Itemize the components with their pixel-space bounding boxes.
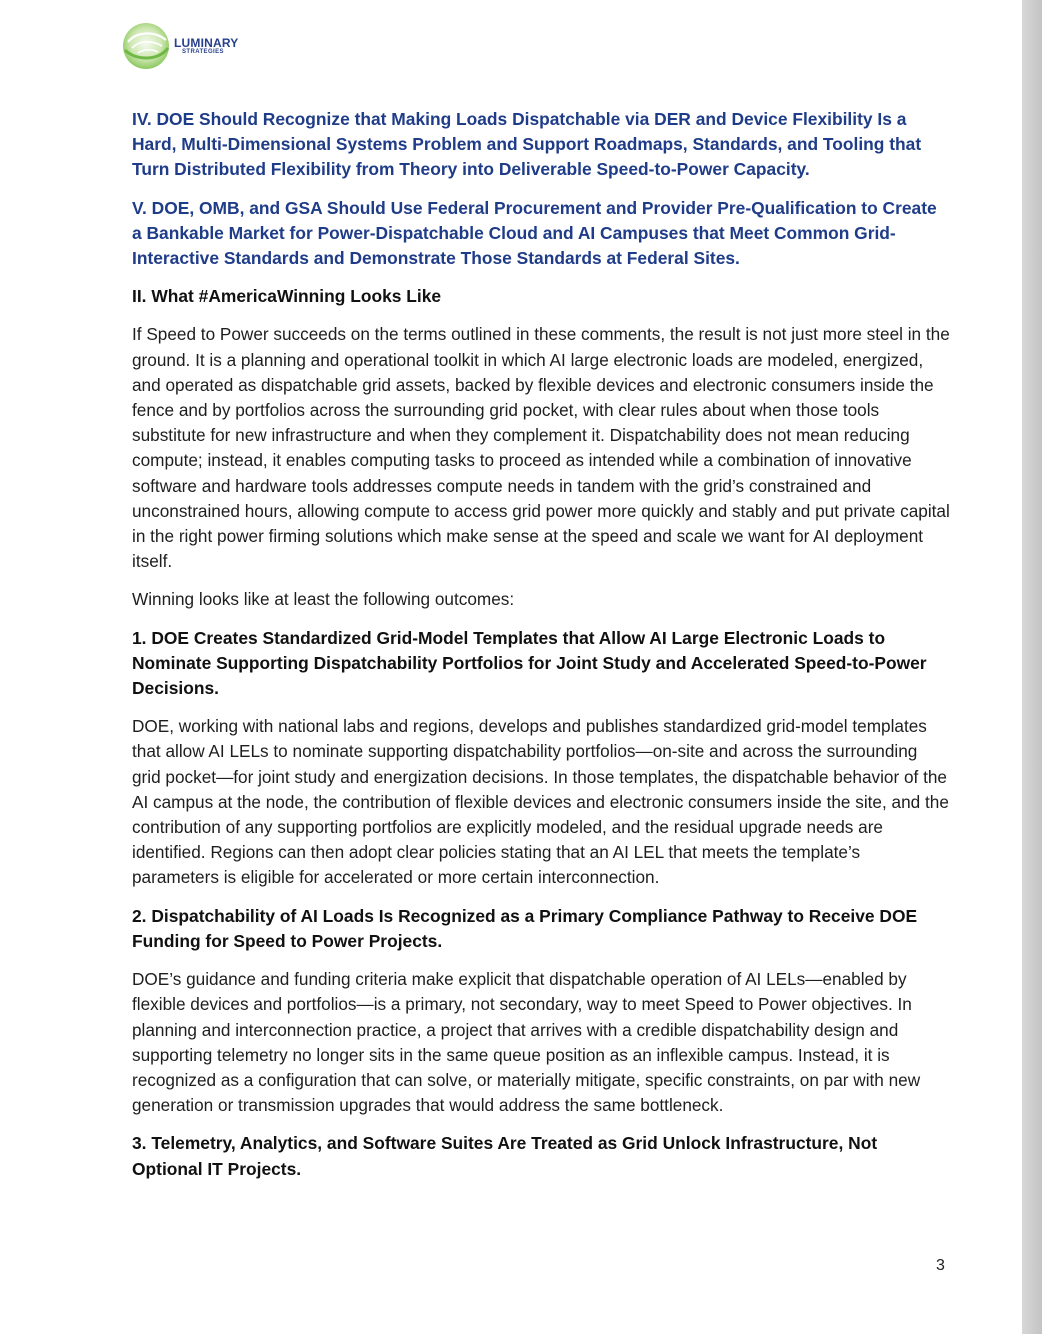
paragraph-winning: Winning looks like at least the following outcomes: <box>132 589 515 610</box>
company-logo <box>120 20 238 72</box>
luminary-logo-icon <box>120 20 172 72</box>
logo-name: LUMINARY <box>174 36 239 50</box>
heading-section-iv: IV. DOE Should Recognize that Making Loads Dispatchable via DER and Device Flexibility Is a Hard, Multi-Dimensional Systems Problem and Support Roadmaps, Standards, and Tooling that Turn Distributed Flexibility from Theory into Deliverable Speed-to-Power Capacity. <box>132 109 922 180</box>
logo-subtitle: STRATEGIES <box>182 49 224 55</box>
heading-outcome-3: 3. Telemetry, Analytics, and Software Suites Are Treated as Grid Unlock Infrastructure, Not Optional IT Projects. <box>132 1133 878 1179</box>
page-edge <box>1022 0 1042 1334</box>
heading-outcome-2: 2. Dispatchability of AI Loads Is Recognized as a Primary Compliance Pathway to Receive DOE Funding for Speed to Power Projects. <box>132 905 918 951</box>
heading-section-ii: II. What #AmericaWinning Looks Like <box>132 286 442 307</box>
paragraph-intro: If Speed to Power succeeds on the terms outlined in these comments, the result is not just more steel in the ground. It is a planning and operational toolkit in which AI large electronic loads are modeled, energized, and operated as dispatchable grid assets, backed by flexible devices and electronic consumers inside the fence and by portfolios across the surrounding grid pocket, with clear rules about when those tools substitute for new infrastructure and when they complement it. Dispatchability does not mean reducing compute; instead, it enables computing tasks to proceed as intended while a combination of innovative software and hardware tools addresses compute needs in tandem with the grid’s constrained and unconstrained hours, allowing compute to access grid power more quickly and stably and put private capital in the right power firming solutions which make sense at the speed and scale we want for AI deployment itself. <box>132 324 950 572</box>
heading-outcome-1: 1. DOE Creates Standardized Grid-Model Templates that Allow AI Large Electronic Loads to Nominate Supporting Dispatchability Portfolios for Joint Study and Accelerated Speed-to-Power Decisions. <box>132 627 927 699</box>
document-body <box>132 107 950 1195</box>
paragraph-outcome-1: DOE, working with national labs and regions, develops and publishes standardized grid-model templates that allow AI LELs to nominate supporting dispatchability portfolios—on-site and across the surrounding grid pocket—for joint study and energization decisions. In those templates, the dispatchable behavior of the AI campus at the node, the contribution of flexible devices and electronic consumers inside the site, and the contribution of any supporting portfolios are explicitly modeled, and the residual upgrade needs are identified. Regions can then adopt clear policies stating that an AI LEL that meets the template’s parameters is eligible for accelerated or more certain interconnection. <box>132 716 949 888</box>
heading-section-v: V. DOE, OMB, and GSA Should Use Federal Procurement and Provider Pre-Qualification to Create a Bankable Market for Power-Dispatchable Cloud and AI Campuses that Meet Common Grid-Interactive Standards and Demonstrate Those Standards at Federal Sites. <box>132 197 937 269</box>
page-number: 3 <box>936 1257 945 1274</box>
paragraph-outcome-2: DOE’s guidance and funding criteria make explicit that dispatchable operation of AI LELs—enabled by flexible devices and portfolios—is a primary, not secondary, way to meet Speed to Power objectives. In planning and interconnection practice, a project that arrives with a credible dispatchability design and supporting telemetry no longer sits in the same queue position as an inflexible campus. Instead, it is recognized as a configuration that can solve, or materially mitigate, specific constraints, on par with new generation or transmission upgrades that would address the same bottleneck. <box>132 969 921 1116</box>
